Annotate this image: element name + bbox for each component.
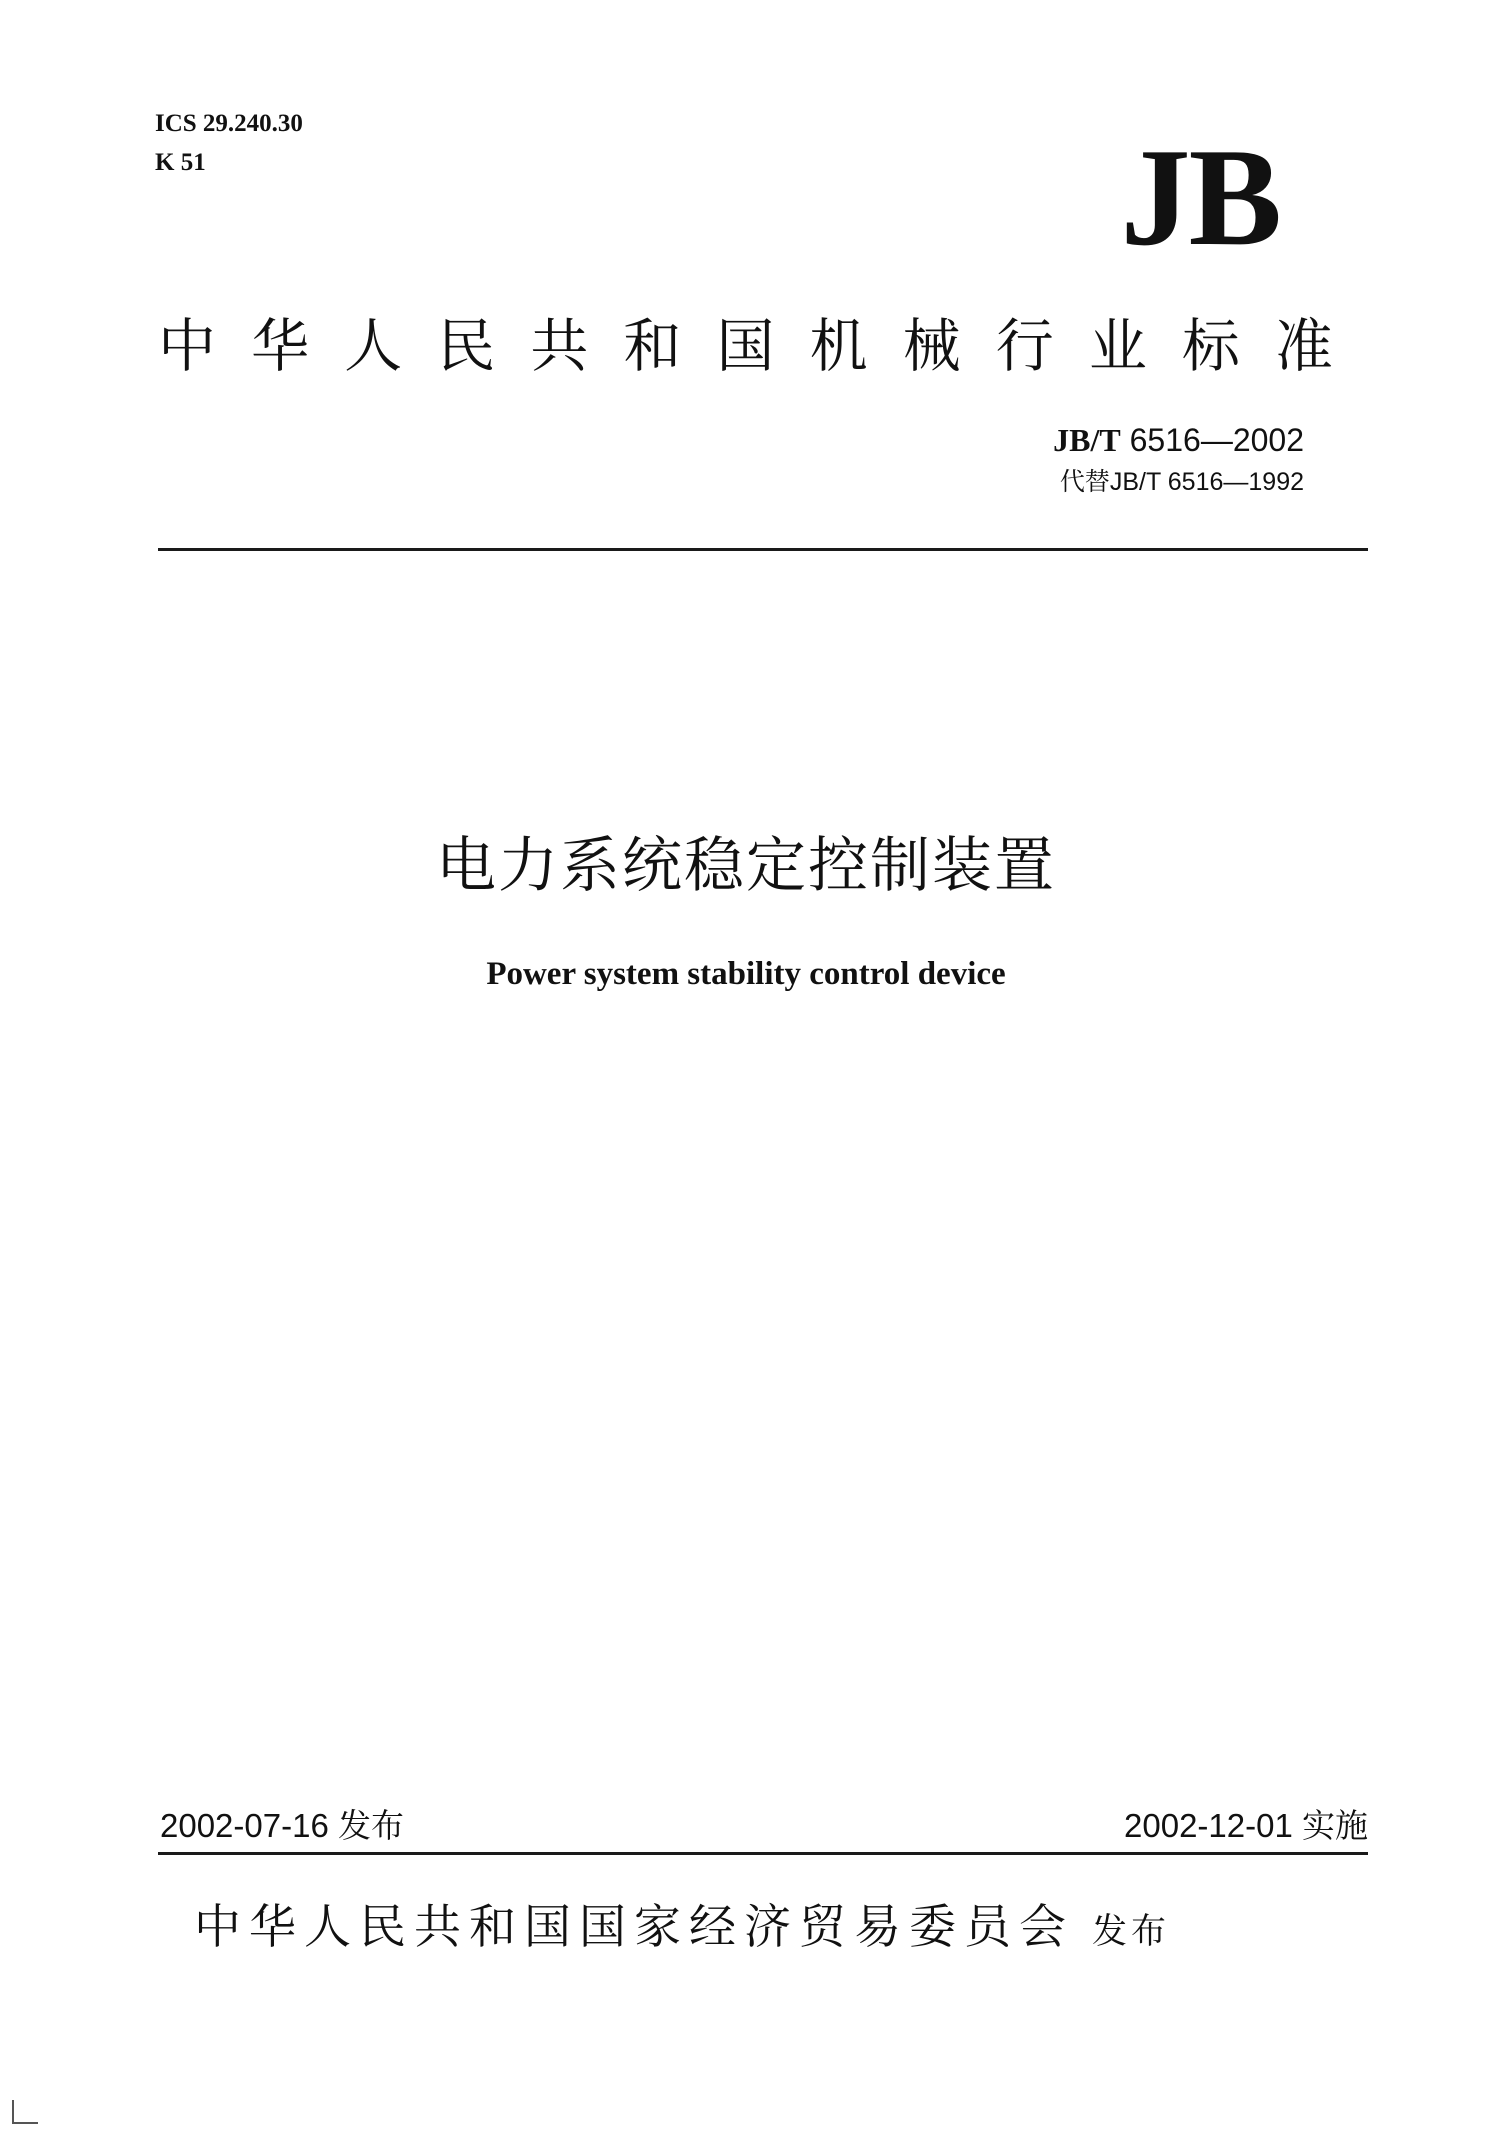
ics-code: ICS 29.240.30 [155,110,303,137]
implementation-date-label: 实施 [1302,1807,1368,1844]
document-title-chinese: 电力系统稳定控制装置 [436,831,1056,901]
implementation-date-value: 2002-12-01 [1124,1807,1293,1844]
issue-date-value: 2002-07-16 [160,1807,329,1844]
publisher [194,1896,1170,1964]
standard-number-value: 6516—2002 [1129,422,1304,458]
issue-date-label: 发布 [337,1807,404,1844]
replaced-standard [1060,466,1304,498]
issue-date [160,1804,404,1848]
jb-logo: JB [1120,120,1280,275]
replaced-standard-value: 6516—1992 [1167,468,1304,496]
publisher-name: 中华人民共和国国家经济贸易委员会 [194,1900,1074,1955]
standard-number [1053,420,1304,460]
publisher-suffix: 发布 [1092,1912,1171,1952]
replaced-standard-prefix: 代替JB/T [1059,468,1161,496]
implementation-date [1124,1804,1368,1848]
document-title-english: Power system stability control device [486,956,1006,992]
classification-code: K 51 [155,149,206,176]
standard-number-prefix: JB/T [1053,422,1121,458]
corner-crop-mark [12,2100,38,2124]
top-divider [158,548,1368,551]
standard-type-title: 中华人民共和国机械行业标准 [158,312,1368,380]
bottom-divider [158,1852,1368,1855]
